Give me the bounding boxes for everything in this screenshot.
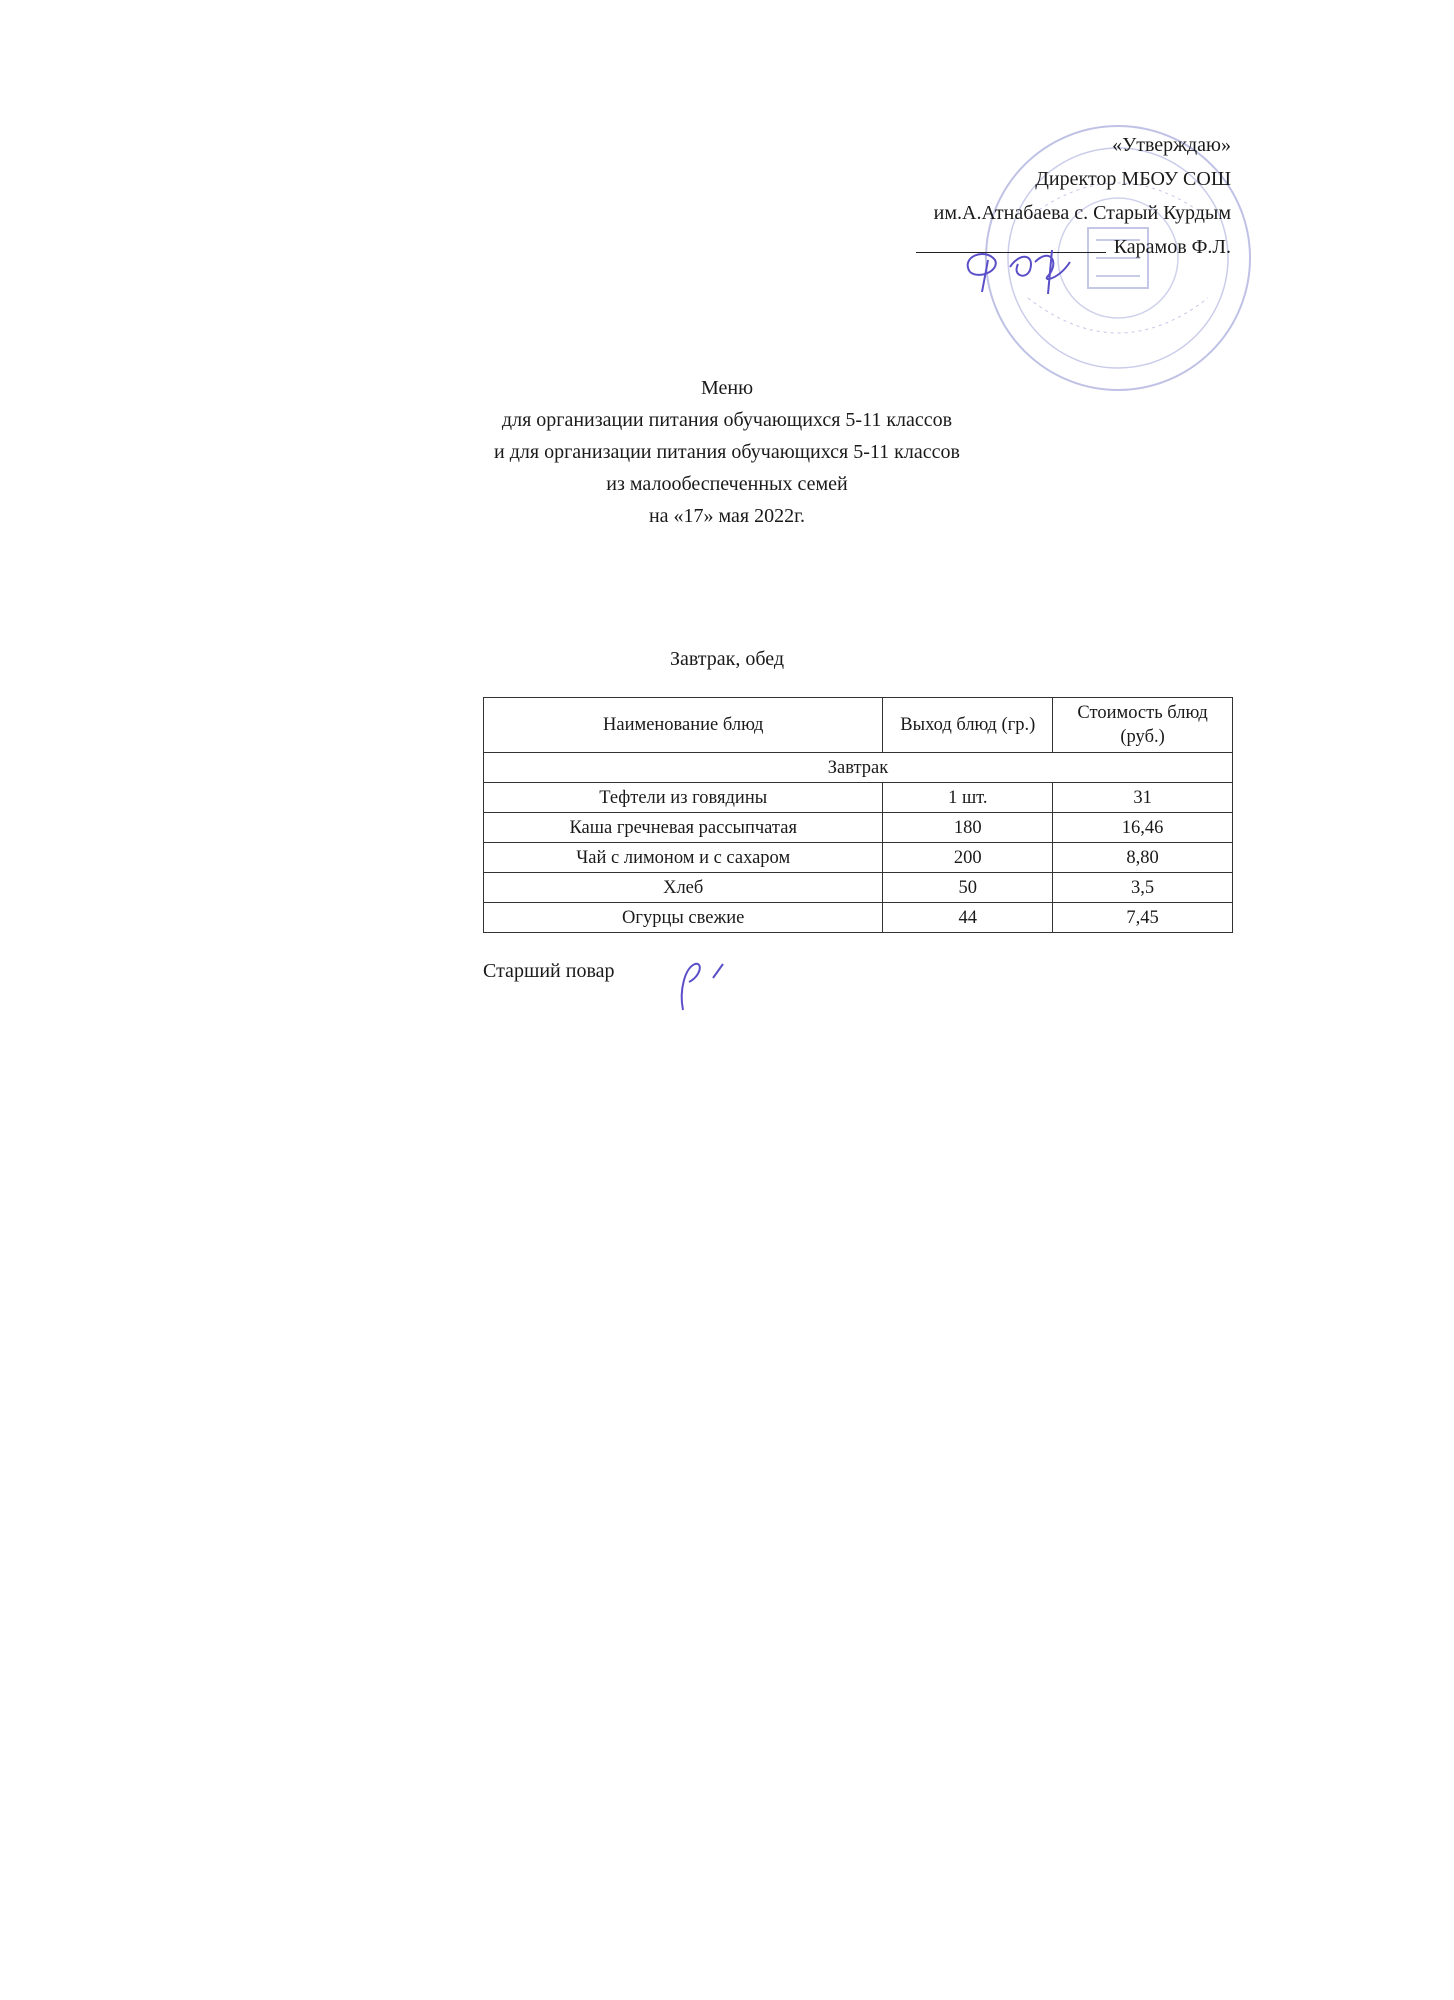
dish-name: Огурцы свежие [484, 903, 883, 933]
menu-subtitle-3: из малообеспеченных семей [606, 473, 848, 495]
signature-icon [665, 950, 745, 1020]
section-breakfast: Завтрак [484, 753, 1233, 783]
dish-cost: 3,5 [1053, 873, 1233, 903]
dish-portion: 50 [883, 873, 1053, 903]
menu-table [483, 697, 1233, 933]
menu-date: на «17» мая 2022г. [648, 505, 806, 527]
table-header-row [484, 698, 1233, 753]
table-row [484, 843, 1233, 873]
dish-cost: 8,80 [1053, 843, 1233, 873]
menu-subtitle-1: для организации питания обучающихся 5-11 классов [501, 409, 953, 431]
header-portion: Выход блюд (гр.) [883, 698, 1053, 753]
cook-label: Старший повар [483, 960, 615, 982]
dish-name: Чай с лимоном и с сахаром [484, 843, 883, 873]
dish-name: Хлеб [484, 873, 883, 903]
table-row [484, 813, 1233, 843]
approval-name: Карамов Ф.Л. [1113, 236, 1231, 258]
dish-portion: 1 шт. [883, 783, 1053, 813]
header-cost: Стоимость блюд (руб.) [1053, 698, 1233, 753]
dish-portion: 200 [883, 843, 1053, 873]
dish-name: Тефтели из говядины [484, 783, 883, 813]
table-row [484, 783, 1233, 813]
table-section-row [484, 753, 1233, 783]
menu-subtitle-2: и для организации питания обучающихся 5-11 классов [494, 441, 960, 463]
menu-heading [0, 372, 1454, 532]
meal-title: Завтрак, обед [669, 648, 785, 670]
menu-title: Меню [700, 377, 754, 399]
dish-cost: 31 [1053, 783, 1233, 813]
approval-school: им.А.Атнабаева с. Старый Курдым [933, 202, 1231, 224]
dish-portion: 44 [883, 903, 1053, 933]
table-row [484, 873, 1233, 903]
dish-portion: 180 [883, 813, 1053, 843]
dish-cost: 16,46 [1053, 813, 1233, 843]
dish-cost: 7,45 [1053, 903, 1233, 933]
header-dish-name: Наименование блюд [484, 698, 883, 753]
approval-position: Директор МБОУ СОШ [1035, 168, 1231, 190]
approval-title: «Утверждаю» [1112, 134, 1231, 156]
dish-name: Каша гречневая рассыпчатая [484, 813, 883, 843]
signature-icon [940, 232, 1090, 302]
table-row [484, 903, 1233, 933]
